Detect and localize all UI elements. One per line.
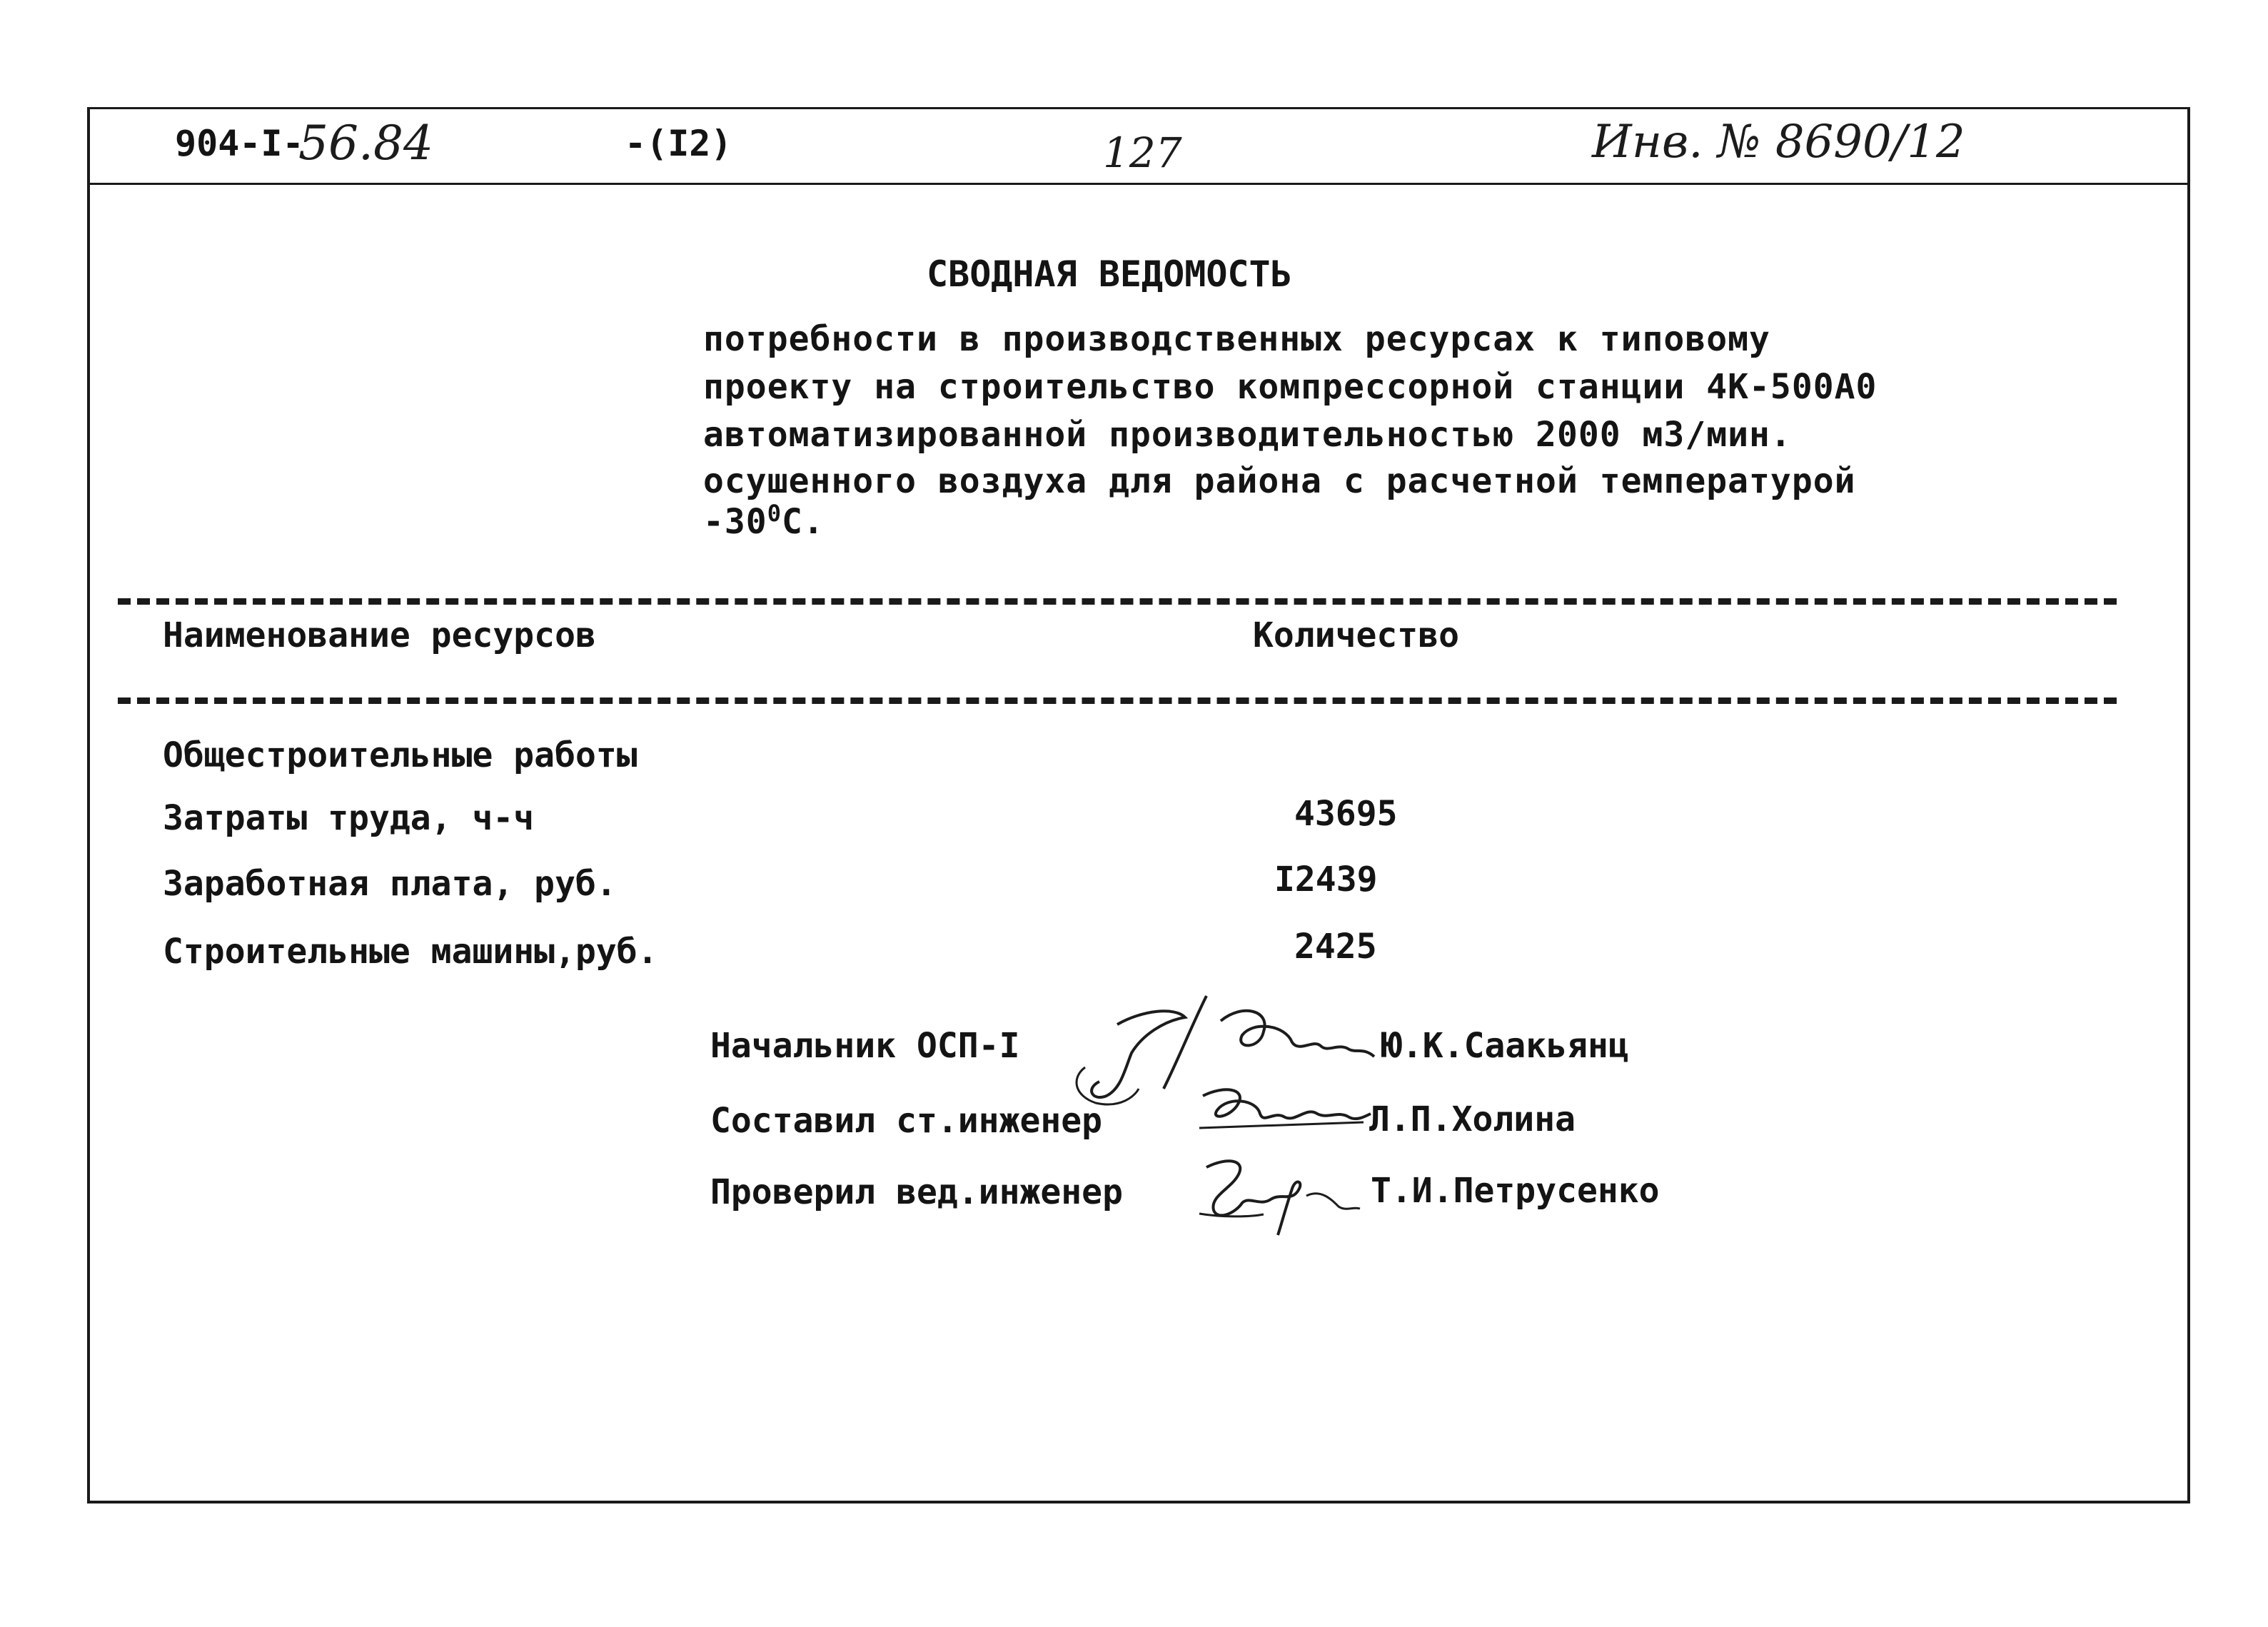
temp-unit: С. [781, 502, 825, 542]
table-header-rule [118, 697, 2117, 704]
document-title: СВОДНАЯ ВЕДОМОСТЬ [927, 253, 1292, 295]
subtitle-temperature [703, 500, 825, 542]
signature-role: Составил ст.инженер [710, 1101, 1103, 1141]
subtitle-line-1: потребности в производственных ресурсах к типовому [703, 319, 1770, 359]
subtitle-line-3: автоматизированной производительностью 2000 м3/мин. [703, 415, 1792, 455]
header-rule [87, 183, 2190, 185]
table-top-rule [118, 598, 2117, 605]
signature-role: Проверил вед.инженер [710, 1172, 1123, 1212]
signature-name: Т.И.Петрусенко [1371, 1171, 1660, 1211]
section-title: Общестроительные работы [163, 735, 637, 775]
column-header-quantity: Количество [1253, 615, 1459, 655]
sheet-number: -(I2) [625, 123, 732, 164]
signature-name: Ю.К.Саакьянц [1381, 1026, 1629, 1066]
signature-mark-compiler [1189, 1078, 1374, 1142]
temp-degree: 0 [767, 500, 782, 527]
table-row-name: Строительные машины,руб. [163, 932, 658, 972]
page-number-handwritten: 127 [1103, 129, 1182, 177]
table-row-name: Заработная плата, руб. [163, 864, 617, 904]
column-header-name: Наименование ресурсов [163, 615, 596, 655]
temp-value: -30 [703, 502, 767, 542]
series-prefix: 904-I- [175, 123, 304, 164]
signature-role: Начальник ОСП-I [710, 1026, 1020, 1066]
table-row-qty: 43695 [1294, 794, 1398, 834]
subtitle-line-4: осушенного воздуха для района с расчетной температурой [703, 461, 1856, 501]
signature-name: Л.П.Холина [1369, 1099, 1576, 1139]
inventory-number-handwritten: Инв. № 8690/12 [1592, 116, 1965, 168]
subtitle-line-2: проекту на строительство компрессорной станции 4К-500А0 [703, 367, 1878, 407]
table-row-name: Затраты труда, ч-ч [163, 798, 535, 838]
signature-mark-checker [1178, 1146, 1364, 1239]
table-row-qty: I2439 [1274, 860, 1378, 900]
series-handwritten: 56.84 [298, 116, 433, 171]
table-row-qty: 2425 [1294, 927, 1377, 967]
